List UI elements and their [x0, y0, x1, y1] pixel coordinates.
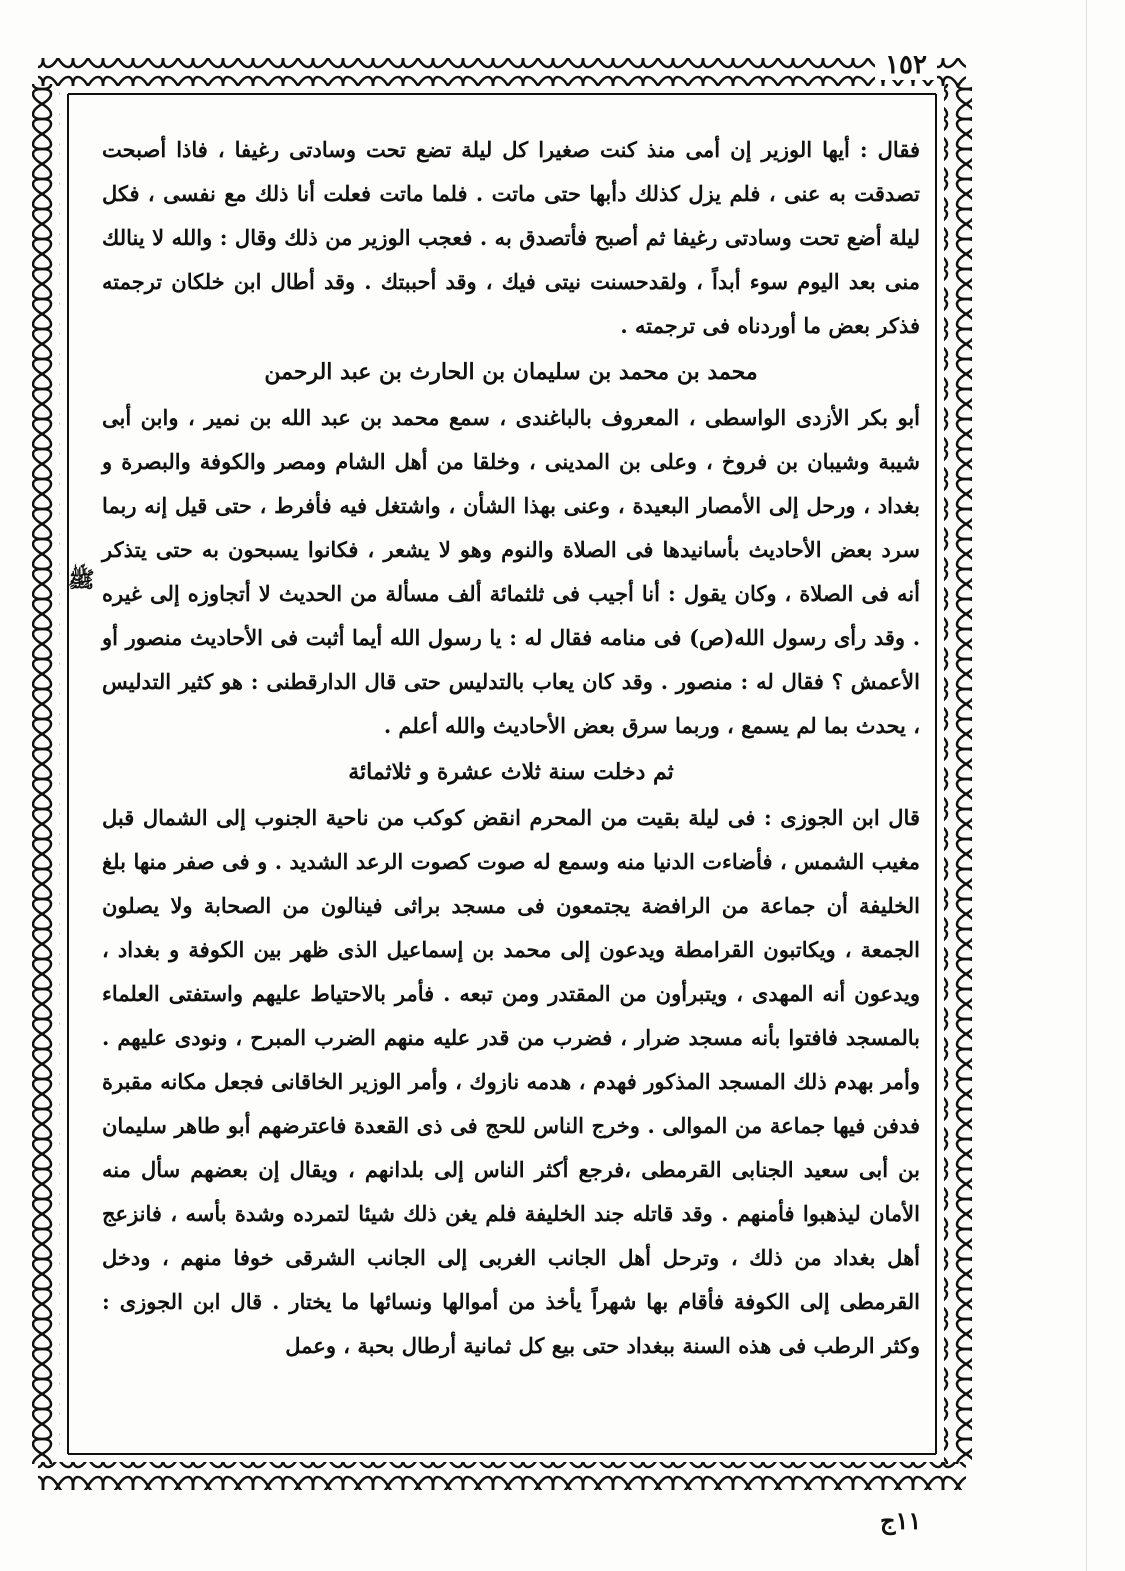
page-body	[102, 128, 920, 1368]
page-number: ١٥٢	[875, 50, 937, 80]
paragraph-2: أبو بكر الأزدى الواسطى ، المعروف بالباغندى ، سمع محمد بن عبد الله بن نمير ، وابن أبى شيبة وشيبان بن فروخ ، وعلى بن المدينى ، وخلقا من أهل الشام ومصر والكوفة والبصرة و بغداد ، ورحل إلى الأمصار البعيدة ، وعنى بهذا الشأن ، واشتغل فيه فأفرط ، حتى قيل إنه ربما سرد بعض الأحاديث بأسانيدها فى الصلاة والنوم وهو لا يشعر ، فكانوا يسبحون به حتى يتذكر أنه فى الصلاة ، وكان يقول : أنا أجيب فى ثلثمائة ألف مسألة من الحديث لا أتجاوزه إلى غيره . وقد رأى رسول الله(ص) فى منامه فقال له : يا رسول الله أيما أثبت فى الأحاديث منصور أو الأعمش ؟ فقال له : منصور . وقد كان يعاب بالتدليس حتى قال الدارقطنى : هو كثير التدليس ، يحدث بما لم يسمع ، وربما سرق بعض الأحاديث والله أعلم .	[102, 405, 920, 738]
margin-note: ﷺ	[68, 567, 95, 593]
printer-signature: ١١ج	[880, 1506, 922, 1535]
section-heading-year: ثم دخلت سنة ثلاث عشرة و ثلاثمائة	[348, 759, 674, 785]
paragraph-3: قال ابن الجوزى : فى ليلة بقيت من المحرم انقض كوكب من ناحية الجنوب إلى الشمال قبل مغيب الشمس ، فأضاءت الدنيا منه وسمع له صوت كصوت الرعد الشديد . و فى صفر منها بلغ الخليفة أن جماعة من الرافضة يجتمعون فى مسجد براثى فينالون من الصحابة ولا يصلون الجمعة ، ويكاتبون القرامطة ويدعون إلى محمد بن إسماعيل الذى ظهر بين الكوفة و بغداد ، ويدعون أنه المهدى ، ويتبرأون من المقتدر ومن تبعه . فأمر بالاحتياط عليهم واستفتى العلماء بالمسجد فافتوا بأنه مسجد ضرار ، فضرب من قدر عليه منهم الضرب المبرح ، ونودى عليهم . وأمر بهدم ذلك المسجد المذكور فهدم ، هدمه نازوك ، وأمر الوزير الخاقانى فجعل مكانه مقبرة فدفن فيها جماعة من الموالى . وخرج الناس للحج فى ذى القعدة فاعترضهم أبو طاهر سليمان بن أبى سعيد الجنابى القرمطى ،فرجع أكثر الناس إلى بلدانهم ، ويقال إن بعضهم سأل منه الأمان ليذهبوا فأمنهم . وقد قاتله جند الخليفة فلم يغن ذلك شيئا لتمرده وشدة بأسه ، فانزعج أهل بغداد من ذلك ، وترحل أهل الجانب الغربى إلى الجانب الشرقى خوفا منهم ، ودخل القرمطى إلى الكوفة فأقام بها شهراً يأخذ من أموالها ونسائها ما يختار . قال ابن الجوزى : وكثر الرطب فى هذه السنة ببغداد حتى بيع كل ثمانية أرطال بحبة ، وعمل	[102, 805, 920, 1358]
paragraph-1: فقال : أيها الوزير إن أمى منذ كنت صغيرا كل ليلة تضع تحت وسادتى رغيفا ، فاذا أصبحت تصدقت به عنى ، فلم يزل كذلك دأبها حتى ماتت . فلما ماتت فعلت أنا ذلك مع نفسى ، فكل ليلة أضع تحت وسادتى رغيفا ثم أصبح فأتصدق به . فعجب الوزير من ذلك وقال : والله لا ينالك منى بعد اليوم سوء أبداً ، ولقدحسنت نيتى فيك ، وقد أحببتك . وقد أطال ابن خلكان ترجمته فذكر بعض ما أوردناه فى ترجمته .	[102, 137, 920, 338]
scan-edge-line	[1086, 0, 1087, 1571]
section-heading-biography: محمد بن محمد بن سليمان بن الحارث بن عبد الرحمن	[264, 359, 758, 385]
